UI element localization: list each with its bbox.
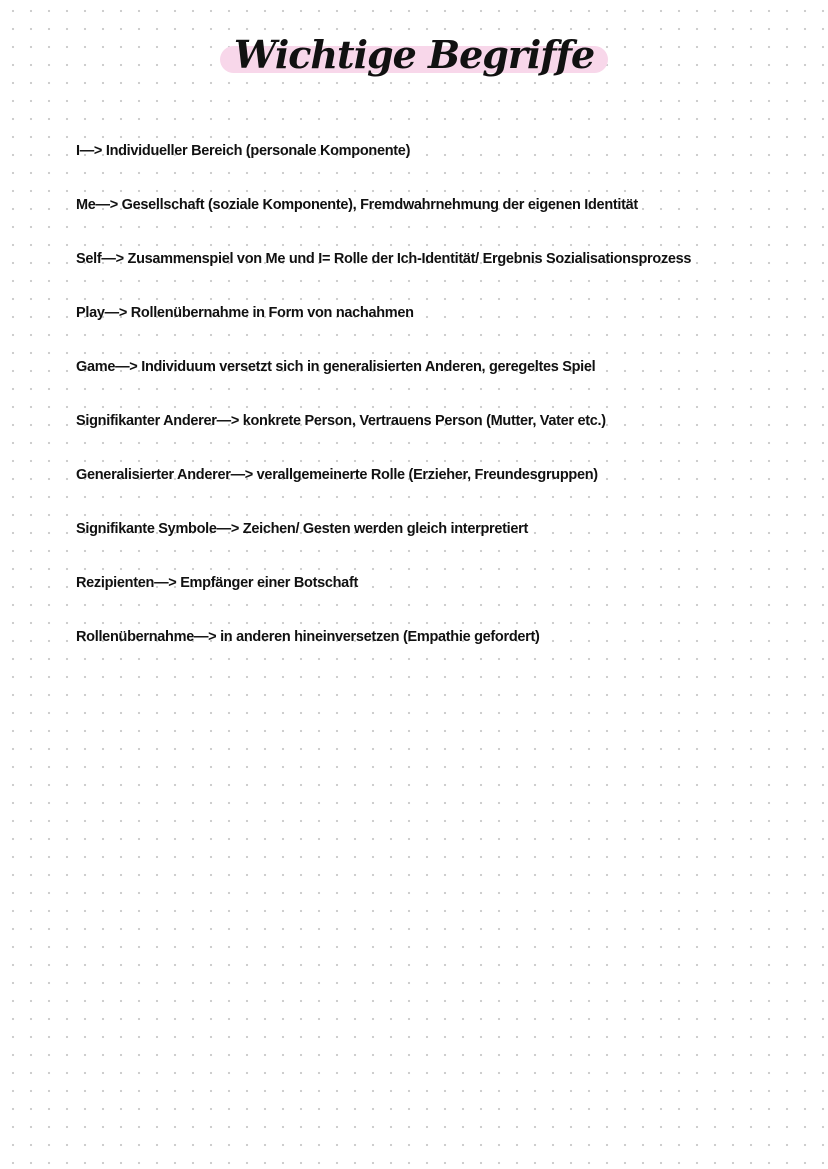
definition: konkrete Person, Vertrauens Person (Mutter, Vater etc.) xyxy=(242,413,606,429)
arrow: —> xyxy=(230,467,257,483)
term-entry xyxy=(76,356,776,410)
definition: in anderen hineinversetzen (Empathie gefordert) xyxy=(220,629,540,645)
term-entry xyxy=(76,194,776,248)
definition: Individuum versetzt sich in generalisierten Anderen, geregeltes Spiel xyxy=(141,359,596,375)
arrow: —> xyxy=(79,143,106,159)
term: Generalisierter Anderer xyxy=(76,467,231,483)
definition: Empfänger einer Botschaft xyxy=(180,575,359,591)
term: Signifikante Symbole xyxy=(76,521,217,537)
term-entry xyxy=(76,248,776,302)
arrow: —> xyxy=(154,575,181,591)
term-entry xyxy=(76,302,776,356)
definition: Rollenübernahme in Form von nachahmen xyxy=(130,305,414,321)
definition: Gesellschaft (soziale Komponente), Fremdwahrnehmung der eigenen Identität xyxy=(121,197,638,213)
definition: Individueller Bereich (personale Komponente) xyxy=(105,143,411,159)
term: Self xyxy=(76,251,102,267)
definition: Zeichen/ Gesten werden gleich interpretiert xyxy=(242,521,529,537)
term: I xyxy=(76,143,80,159)
term: Rezipienten xyxy=(76,575,155,591)
term-list xyxy=(76,140,776,680)
arrow: —> xyxy=(193,629,221,645)
term-entry xyxy=(76,572,776,626)
term-entry xyxy=(76,140,776,194)
term-entry xyxy=(76,626,776,680)
page-title: Wichtige Begriffe xyxy=(220,32,608,77)
definition: Zusammenspiel von Me und I= Rolle der Ich-Identität/ Ergebnis Sozialisationsprozess xyxy=(127,251,692,267)
arrow: —> xyxy=(101,251,128,267)
arrow: —> xyxy=(115,359,142,375)
title-area xyxy=(0,32,828,77)
term: Me xyxy=(76,197,96,213)
term: Rollenübernahme xyxy=(76,629,194,645)
term-entry xyxy=(76,518,776,572)
term-entry xyxy=(76,464,776,518)
definition: verallgemeinerte Rolle (Erzieher, Freundesgruppen) xyxy=(256,467,598,483)
arrow: —> xyxy=(104,305,131,321)
term: Signifikanter Anderer xyxy=(76,413,217,429)
term: Play xyxy=(76,305,105,321)
term: Game xyxy=(76,359,116,375)
arrow: —> xyxy=(216,521,243,537)
arrow: —> xyxy=(216,413,243,429)
arrow: —> xyxy=(95,197,122,213)
term-entry xyxy=(76,410,776,464)
